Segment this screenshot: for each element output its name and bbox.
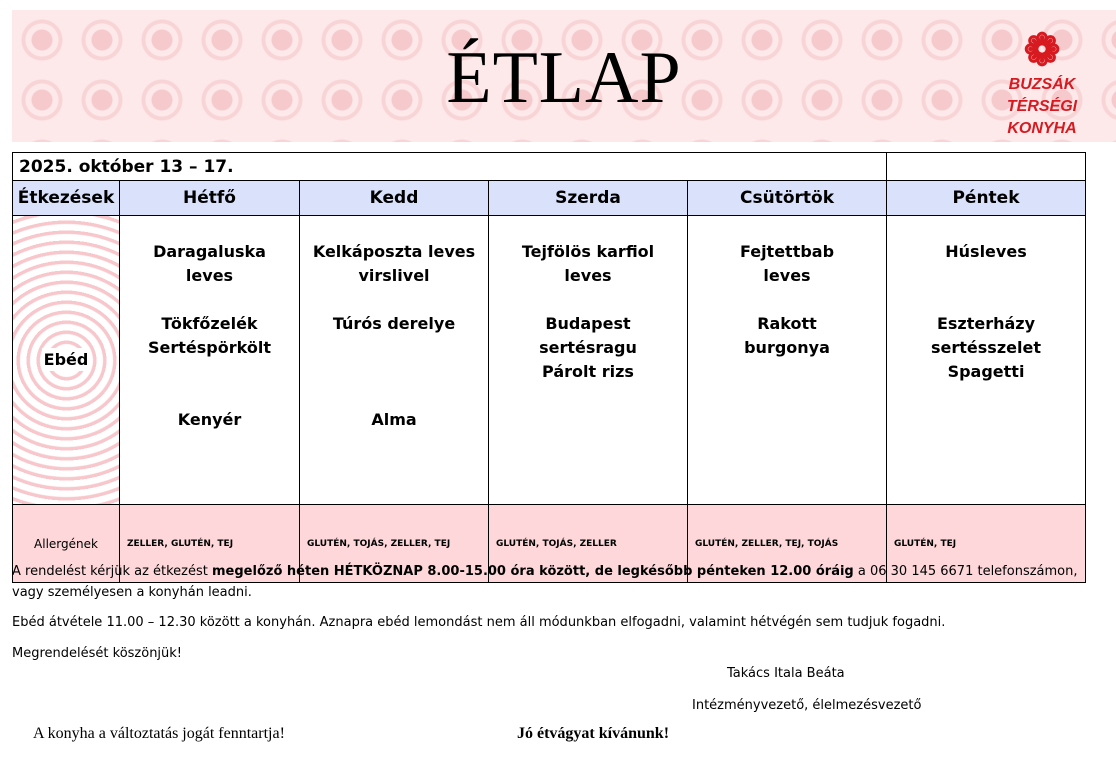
reserve-note: A konyha a változtatás jogát fenntartja! (33, 725, 285, 742)
header-cell: Kedd (300, 181, 489, 216)
allergen-cell: GLUTÉN, TOJÁS, ZELLER (489, 505, 688, 583)
menu-table (12, 152, 1086, 583)
dish-line: Sertéspörkölt (148, 338, 271, 357)
dish-line (489, 288, 687, 312)
header-cell: Étkezések (13, 181, 120, 216)
menu-cell (300, 216, 489, 505)
header-cell: Péntek (887, 181, 1086, 216)
lunch-label: Ebéd (13, 216, 120, 505)
allergen-cell: GLUTÉN, TEJ (887, 505, 1086, 583)
logo-line2: TÉRSÉGI KONYHA (1006, 98, 1078, 137)
dish-line (120, 288, 299, 312)
dish-line: Tökfőzelék (161, 314, 258, 333)
flower-ornament-icon: ❁ (1023, 26, 1061, 75)
dish-line: Túrós derelye (332, 314, 456, 333)
dish-line: Spagetti (947, 362, 1025, 381)
menu-cell (120, 216, 300, 505)
dish-line: burgonya (744, 338, 830, 357)
dish-line (120, 360, 299, 384)
page-title: ÉTLAP (446, 37, 682, 119)
dish-line (300, 360, 488, 384)
dish-line: virslivel (358, 266, 430, 285)
dish-line: Alma (371, 410, 417, 429)
dish-line: sertésragu (539, 338, 637, 357)
dish-line (300, 288, 488, 312)
dish-line (300, 384, 488, 408)
date-range: 2025. október 13 – 17. (13, 153, 887, 181)
dish-line: Húsleves (945, 242, 1027, 261)
dish-line: leves (185, 266, 234, 285)
header-cell: Hétfő (120, 181, 300, 216)
header-banner (12, 10, 1116, 142)
dish-line (300, 336, 488, 360)
appetite-note: Jó étvágyat kívánunk! (517, 725, 670, 742)
dish-line: Párolt rizs (542, 362, 634, 381)
signer-name: Takács Itala Beáta (727, 666, 845, 681)
signer-role: Intézményvezető, élelmezésvezető (692, 698, 922, 713)
dish-line: leves (564, 266, 612, 285)
menu-cell (887, 216, 1086, 505)
thanks-note: Megrendelését köszönjük! (12, 646, 183, 661)
dish-line: Kenyér (177, 410, 242, 429)
dish-line: Tejfölös karfiol (521, 242, 655, 261)
header-cell: Szerda (489, 181, 688, 216)
logo (972, 28, 1112, 140)
dish-line: Fejtettbab (739, 242, 835, 261)
dish-line (120, 384, 299, 408)
dish-line (887, 288, 1085, 312)
dish-line: Rakott (757, 314, 817, 333)
dish-line: leves (763, 266, 811, 285)
order-note: A rendelést kérjük az étkezést megelőző héten HÉTKÖZNAP 8.00-15.00 óra között, de legkésőbb pénteken 12.00 óráig a 06 30 145 6671 telefonszámon, vagy személyesen a konyhán leadni. (12, 564, 1078, 600)
dish-line: Daragaluska (153, 242, 266, 261)
logo-line1: BUZSÁK (1008, 76, 1076, 93)
dish-line: sertésszelet (931, 338, 1041, 357)
allergen-cell: GLUTÉN, TOJÁS, ZELLER, TEJ (300, 505, 489, 583)
menu-cell (489, 216, 688, 505)
allergen-cell: ZELLER, GLUTÉN, TEJ (120, 505, 300, 583)
menu-cell (688, 216, 887, 505)
dish-line: Budapest (545, 314, 631, 333)
allergen-cell: GLUTÉN, ZELLER, TEJ, TOJÁS (688, 505, 887, 583)
pickup-note: Ebéd átvétele 11.00 – 12.30 között a konyhán. Aznapra ebéd lemondást nem áll módunkban elfogadni, valamint hétvégén sem tudjuk fogadni. (12, 615, 946, 630)
dish-line (887, 264, 1085, 288)
header-cell: Csütörtök (688, 181, 887, 216)
allergen-label: Allergének (13, 505, 120, 583)
dish-line (688, 288, 886, 312)
dish-line: Kelkáposzta leves (312, 242, 476, 261)
dish-line: Eszterházy (936, 314, 1036, 333)
